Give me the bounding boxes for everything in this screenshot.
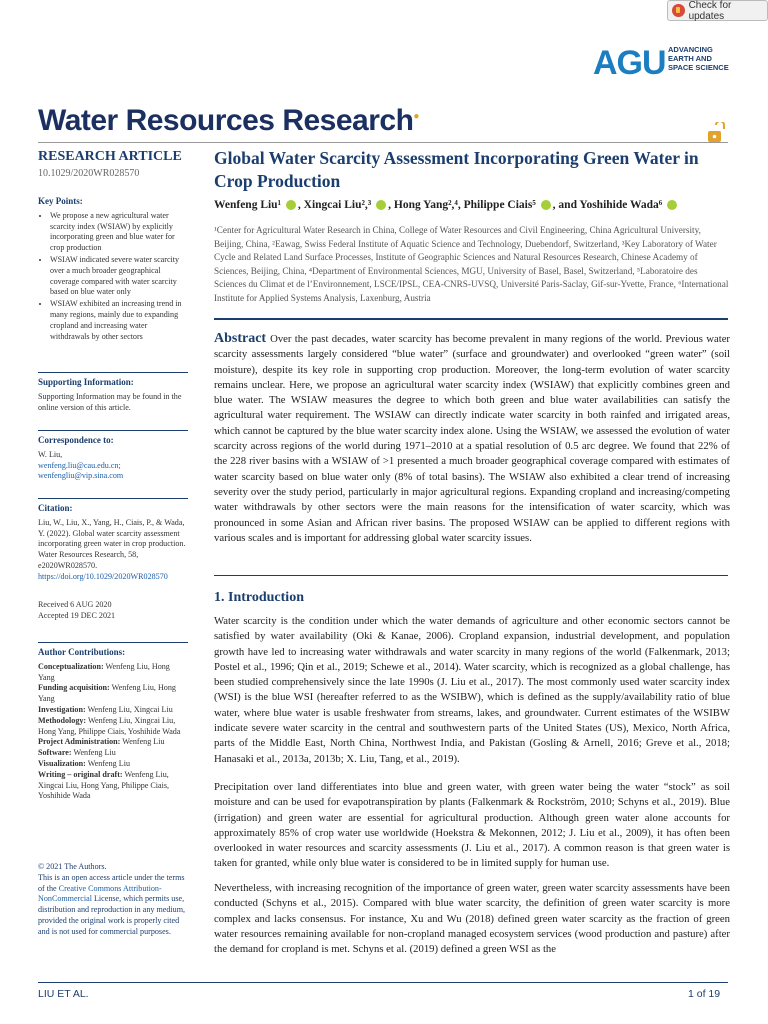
supporting-heading: Supporting Information:	[38, 372, 188, 388]
author: Wenfeng Liu¹	[214, 199, 282, 211]
footer-rule	[38, 982, 728, 983]
running-author: LIU ET AL.	[38, 988, 89, 1000]
journal-title: Water Resources Research●	[38, 104, 419, 137]
author: Yoshihide Wada⁶	[579, 199, 663, 211]
intro-paragraph-2: Precipitation over land differentiates into blue and green water, with green water being the water “stock” as soil moisture and can be used for evapotranspiration by plants (Falkenmark & Rockström, 2010; Schyns et al., 2019). Blue (irrigation) and green water are essential for agricultural production. Although green water alone accounts for approximately 85% of crop water use worldwide (Hoekstra & Mekonnen, 2012; J. Liu et al., 2009), it has often been overlooked in water resources and scarcity assessments (J. Liu et al., 2017). A common reason is that green water is taken for granted, while only blue water is considered to be in limited supply for human use.	[214, 781, 730, 870]
correspondence-heading: Correspondence to:	[38, 430, 188, 446]
orcid-icon[interactable]	[541, 200, 551, 210]
key-point: • WSIAW exhibited an increasing trend in many regions, mainly due to expanding cropland and increasing water withdrawals by other sectors	[50, 299, 188, 342]
citation-text: Liu, W., Liu, X., Yang, H., Ciais, P., & Wada, Y. (2022). Global water scarcity assessment incorporating green water in crop production. Water Resources Research, 58, e2020WR028570. https://doi.org/10.1029/2020WR028570	[38, 517, 186, 581]
supporting-text: Supporting Information may be found in the online version of this article.	[38, 391, 182, 412]
citation	[38, 498, 188, 583]
article-title: Global Water Scarcity Assessment Incorporating Green Water in Crop Production	[214, 148, 699, 191]
agu-logo: AGU	[593, 44, 666, 82]
agu-tagline: ADVANCING EARTH AND SPACE SCIENCE	[668, 45, 729, 72]
abstract	[214, 331, 730, 546]
supporting-information	[38, 372, 188, 413]
citation-heading: Citation:	[38, 498, 188, 514]
license-link[interactable]: Creative Commons Attribution-NonCommercial	[38, 883, 162, 904]
author: Philippe Ciais⁵	[463, 199, 536, 211]
intro-paragraph-3: Nevertheless, with increasing recognition of the importance of green water, green water scarcity assessments have been conducted (Schyns et al., 2015). Compared with blue water scarcity, the definition of green water scarcity is more complex and lacks consensus. For instance, Xu and Wu (2018) defined green water scarcity as the fraction of green water resources remaining available for non-cropland managed ecosystem services (wood production and pasture) after the demand for cropland is met. Schyns et al. (2019) defined a green WSI as the	[214, 882, 730, 956]
key-points	[38, 196, 188, 343]
email-link[interactable]: wenfeng.liu@cau.edu.cn;	[38, 460, 121, 470]
crossmark-icon	[672, 4, 685, 17]
section-heading-introduction: 1. Introduction	[214, 590, 304, 605]
dates: Received 6 AUG 2020 Accepted 19 DEC 2021	[38, 600, 116, 620]
open-access-lock-icon	[706, 122, 726, 144]
abstract-text: Over the past decades, water scarcity has become prevalent in many regions of the world. Previous water scarcity assessments largely considered “blue water” (surface and groundwater) and overlooked “green water” (soil moisture), despite its key role in supporting crop production. Moreover, the long-term evolution of water scarcity remains unclear. Here, we propose an agricultural water scarcity index (WSIAW) that explicitly combines green and blue water. The WSIAW measures the degree to which both green and blue water availabilities can satisfy the agricultural water requirement. The WSIAW can directly indicate water scarcity in both rainfed and irrigated areas, which cannot be captured by the blue water scarcity index alone. Using the WSIAW, we assessed the evolution of water scarcity across regions of the world during 1971–2010 at a spatial resolution of 0.5 arc degree. We found that 22% of the 228 river basins with a WSIAW of >1 presented a much broader geographical coverage compared with estimates of water scarcity based on blue water only (8% of total basins). The WSIAW also exhibited a clear trend of increasing severity over the study period, particularly in major agricultural regions. Expanding cropland and increasing/competing water withdrawals by other sectors were the main reasons for the intensification of water scarcity, which was pronounced in some Asian and African river basins. The proposed WSIAW can be applied to different regions with various scales and is important for addressing global water scarcity issues.	[214, 333, 730, 544]
orcid-icon[interactable]	[667, 200, 677, 210]
author-list: Wenfeng Liu¹ , Xingcai Liu²,³ , Hong Yang²,⁴, Philippe Ciais⁵ , and Yoshihide Wada⁶	[214, 199, 679, 211]
license: © 2021 The Authors. This is an open access article under the terms of the Creative Commons Attribution-NonCommercial License, which permits use, distribution and reproduction in any medium, provided the original work is properly cited and is not used for commercial purposes.	[38, 862, 186, 936]
affiliations: ¹Center for Agricultural Water Research in China, College of Water Resources and Civil Engineering, China Agricultural University, Beijing, China, ²Eawag, Swiss Federal Institute of Aquatic Science and Technology, Duebendorf, Switzerland, ³Key Laboratory of Water Cycle and Related Land Surface Processes, Institute of Geographic Sciences and Natural Resources Research, Chinese Academy of Sciences, Beijing, China, ⁴Department of Environmental Sciences, MGU, University of Basel, Basel, Switzerland, ⁵Laboratoire des Sciences du Climat et de l’Environnement, LSCE/IPSL, CEA-CNRS-UVSQ, Université Paris-Saclay, Gif-sur-Yvette, France, ⁶International Institute for Applied Systems Analysis, Laxenburg, Austria	[214, 225, 729, 303]
orcid-icon[interactable]	[376, 200, 386, 210]
author-contributions: Author Contributions: Conceptualization: Wenfeng Liu, Hong Yang Funding acquisition: Wenfeng Liu, Hong Yang Investigation: Wenfeng Liu, Xingcai Liu Methodology: Wenfeng Liu, Xingcai Liu, Hong Yang, Philippe Ciais, Yoshihide Wada Project Administration: Wenfeng Liu Software: Wenfeng Liu Visualization: Wenfeng Liu Writing – original draft: Wenfeng Liu, Xingcai Liu, Hong Yang, Philippe Ciais, Yoshihide Wada	[38, 642, 188, 802]
citation-doi-link[interactable]: https://doi.org/10.1029/2020WR028570	[38, 571, 168, 581]
contributions-heading: Author Contributions:	[38, 642, 188, 658]
article-type: RESEARCH ARTICLE	[38, 149, 182, 164]
abstract-bottom-rule	[214, 575, 728, 576]
header-rule	[38, 142, 728, 143]
abstract-top-rule	[214, 318, 728, 320]
author: Hong Yang²,⁴	[393, 199, 458, 211]
article-doi[interactable]: 10.1029/2020WR028570	[38, 168, 140, 179]
email-link[interactable]: wenfengliu@vip.sina.com	[38, 471, 124, 481]
check-for-updates-button[interactable]	[667, 0, 768, 21]
intro-paragraph-1: Water scarcity is the condition under which the water demands of agriculture and other economic sectors cannot be satisfied by water availability (Oki & Kanae, 2006). Cropland expansion, industrial development, and population growth have led to increasing water withdrawals and water scarcity in many regions of the world (Falkenmark, 2013; Postel et al., 1996; Qin et al., 2019; Schewe et al., 2014). Water scarcity, which is recognized as a global challenge, has been studied comprehensively since the late 1990s (J. Liu et al., 2017). The most commonly used water scarcity index (WSI) is the blue WSI (hereafter referred to as the WSIBW), which is defined as the supply/availability ratio of blue water, where blue water is usable freshwater from streams, lakes, and groundwater. Current estimates of the WSIBW indicate severe water scarcity in the central and southwestern parts of the United States (US), Mexico, North Africa, parts of the Middle East, North China, Northwest India, and Pakistan (Gosling & Arnell, 2016; Greve et al., 2018; Hanasaki et al., 2013a, 2013b; X. Liu, Tang, et al., 2019).	[214, 615, 730, 765]
abstract-heading: Abstract	[214, 331, 267, 346]
check-updates-label: Check for updates	[688, 0, 732, 22]
orcid-icon[interactable]	[286, 200, 296, 210]
key-point: • WSIAW indicated severe water scarcity over a much broader geographical coverage compared with water scarcity based on blue water only	[50, 255, 188, 298]
key-points-heading: Key Points:	[38, 196, 83, 206]
author: Xingcai Liu²,³	[303, 199, 372, 211]
key-point: • We propose a new agricultural water scarcity index (WSIAW) by explicitly incorporating green and blue water for crop production	[50, 211, 188, 254]
correspondence: Correspondence to: W. Liu, wenfeng.liu@cau.edu.cn; wenfengliu@vip.sina.com	[38, 430, 188, 482]
page-number: 1 of 19	[688, 988, 721, 1000]
